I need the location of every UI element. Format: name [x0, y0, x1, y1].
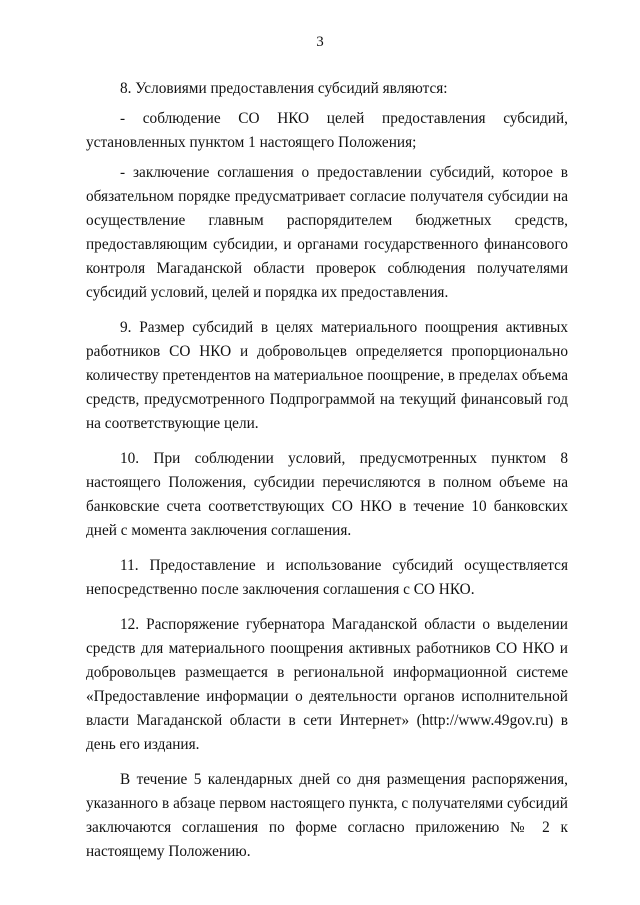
paragraph-8-item-2: - заключение соглашения о предоставлении субсидий, которое в обязательном порядке предусматривает согласие получателя субсидии на осуществление главным распорядителем бюджетных средств, предоставляющим субсидии, и органами государственного финансового контроля Магаданской области проверок соблюдения получателями субсидий условий, целей и порядка их предоставления. — [86, 164, 568, 301]
paragraph-8-item-1: - соблюдение СО НКО целей предоставления субсидий, установленных пунктом 1 настоящего Положения; — [86, 110, 568, 151]
document-body — [86, 77, 568, 870]
paragraph-11: 11. Предоставление и использование субсидий осуществляется непосредственно после заключения соглашения с СО НКО. — [86, 557, 568, 598]
paragraph-9: 9. Размер субсидий в целях материального поощрения активных работников СО НКО и добровольцев определяется пропорционально количеству претендентов на материальное поощрение, в пределах объема средств, предусмотренного Подпрограммой на текущий финансовый год на соответствующие цели. — [86, 319, 568, 432]
paragraph-8-heading: 8. Условиями предоставления субсидий являются: — [120, 80, 448, 97]
paragraph-12-continuation: В течение 5 календарных дней со дня размещения распоряжения, указанного в абзаце первом настоящего пункта, с получателями субсидий заключаются соглашения по форме согласно приложению № 2 к настоящему Положению. — [86, 771, 568, 860]
paragraph-12: 12. Распоряжение губернатора Магаданской области о выделении средств для материального поощрения активных работников СО НКО и добровольцев размещается в региональной информационной системе «Предоставление информации о деятельности органов исполнительной власти Магаданской области в сети Интернет» (http://www.49gov.ru) в день его издания. — [86, 616, 568, 753]
page-number: 3 — [316, 34, 324, 50]
paragraph-10: 10. При соблюдении условий, предусмотренных пунктом 8 настоящего Положения, субсидии перечисляются в полном объеме на банковские счета соответствующих СО НКО в течение 10 банковских дней с момента заключения соглашения. — [86, 450, 568, 539]
